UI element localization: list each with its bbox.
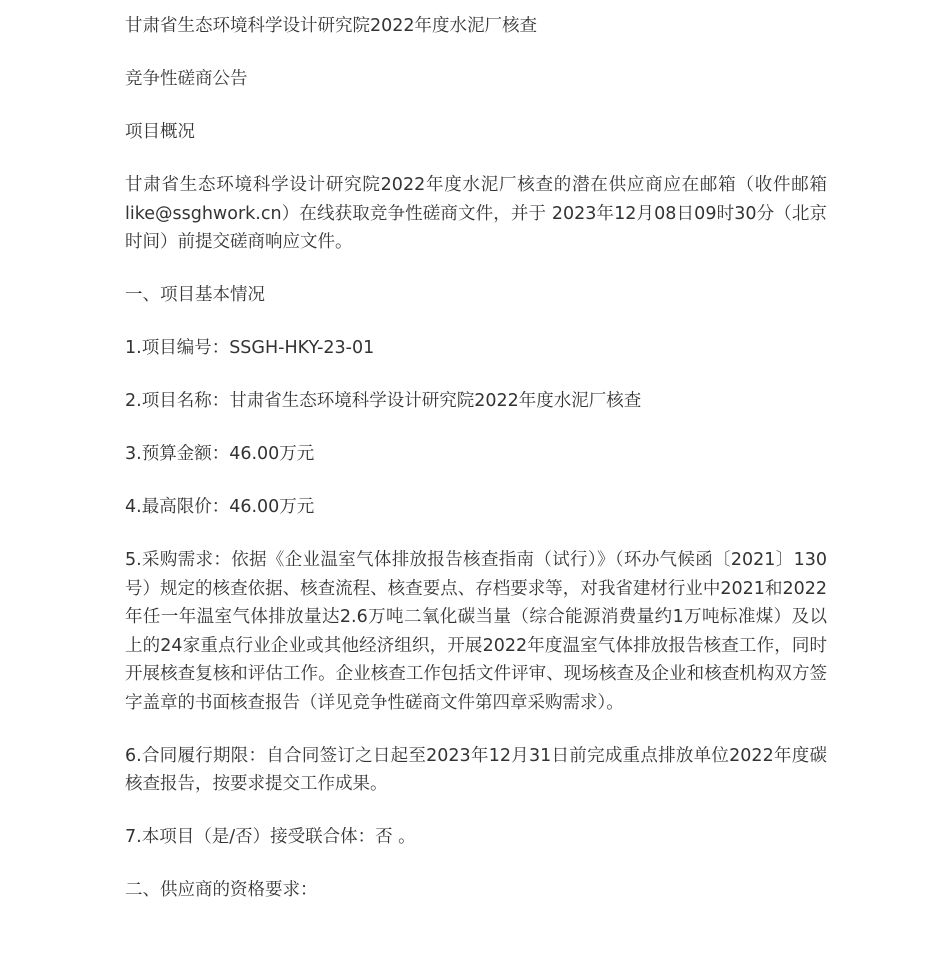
budget-amount: 3.预算金额：46.00万元 <box>125 444 315 464</box>
section-supplier-qualification-heading: 二、供应商的资格要求： <box>125 880 318 900</box>
overview-heading: 项目概况 <box>125 122 195 142</box>
procurement-requirement: 5.采购需求：依据《企业温室气体排放报告核查指南（试行）》（环办气候函〔2021〕130号）规定的核查依据、核查流程、核查要点、存档要求等，对我省建材行业中2021和2022年任一年温室气体排放量达2.6万吨二氧化碳当量（综合能源消费量约1万吨标准煤）及以上的24家重点行业企业或其他经济组织，开展2022年度温室气体排放报告核查工作，同时开展核查复核和评估工作。企业核查工作包括文件评审、现场核查及企业和核查机构双方签字盖章的书面核查报告（详见竞争性磋商文件第四章采购需求）。 <box>125 550 827 713</box>
announcement-subtitle: 竞争性磋商公告 <box>125 69 248 89</box>
overview-paragraph: 甘肃省生态环境科学设计研究院2022年度水泥厂核查的潜在供应商应在邮箱（收件邮箱like@ssghwork.cn）在线获取竞争性磋商文件，并于 2023年12月08日09时30分（北京时间）前提交磋商响应文件。 <box>125 175 827 252</box>
announcement-document <box>125 12 827 929</box>
announcement-title: 甘肃省生态环境科学设计研究院2022年度水泥厂核查 <box>125 16 538 36</box>
contract-period: 6.合同履行期限：自合同签订之日起至2023年12月31日前完成重点排放单位2022年度碳核查报告，按要求提交工作成果。 <box>125 745 827 794</box>
project-number: 1.项目编号：SSGH-HKY-23-01 <box>125 338 375 358</box>
max-price: 4.最高限价：46.00万元 <box>125 497 315 517</box>
section-basic-info-heading: 一、项目基本情况 <box>125 285 265 305</box>
project-name: 2.项目名称：甘肃省生态环境科学设计研究院2022年度水泥厂核查 <box>125 391 642 411</box>
consortium-acceptance: 7.本项目（是/否）接受联合体：否 。 <box>125 827 416 847</box>
